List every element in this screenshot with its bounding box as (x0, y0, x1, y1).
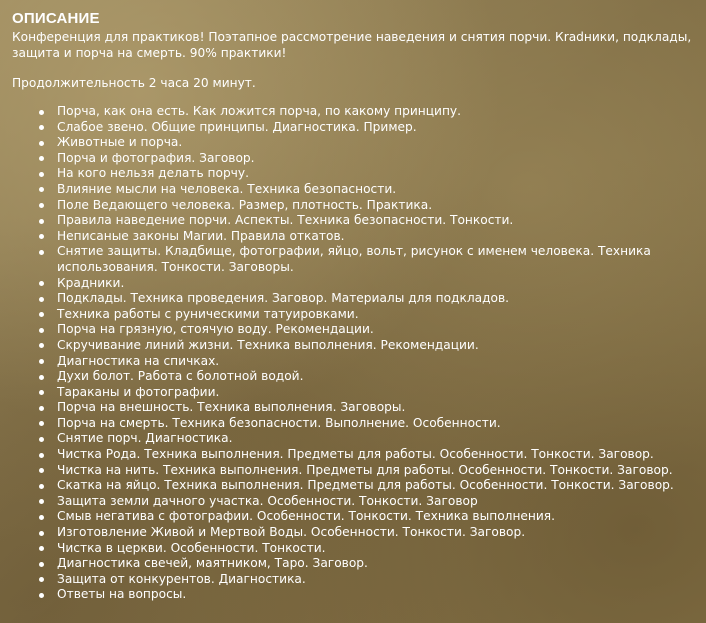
topic-text: Снятие порч. Диагностика. (57, 431, 233, 446)
topic-item (37, 151, 697, 167)
bullet-icon (39, 328, 44, 333)
topic-item (37, 276, 697, 292)
intro-text: Конференция для практиков! Поэтапное рассмотрение наведения и снятия порчи. Кradники, подклады, защита и порча на смерть. 90% практики! (12, 30, 692, 60)
bullet-icon (39, 593, 44, 598)
bullet-icon (39, 484, 44, 489)
bullet-icon (39, 390, 44, 395)
topic-item (37, 291, 697, 307)
topic-item (37, 104, 697, 120)
topic-text: Подклады. Техника проведения. Заговор. Материалы для подкладов. (57, 291, 510, 306)
topic-text: Духи болот. Работа с болотной водой. (57, 369, 304, 384)
topic-text: Правила наведение порчи. Аспекты. Техника безопасности. Тонкости. (57, 213, 514, 228)
topic-text: Снятие защиты. Кладбище, фотографии, яйцо, вольт, рисунок с именем человека. Техника использования. Тонкости. Заговоры. (57, 244, 651, 274)
topic-text: Слабое звено. Общие принципы. Диагностика. Пример. (57, 119, 417, 134)
topics-list (12, 104, 694, 603)
topic-text: Поле Ведающего человека. Размер, плотность. Практика. (57, 197, 433, 212)
bullet-icon (39, 375, 44, 380)
topic-item (37, 338, 697, 354)
topic-item (37, 556, 697, 572)
topic-item (37, 229, 697, 245)
bullet-icon (39, 219, 44, 224)
topic-text: Влияние мысли на человека. Техника безопасности. (57, 181, 397, 196)
bullet-icon (39, 187, 44, 192)
bullet-icon (39, 546, 44, 551)
topic-text: Скатка на яйцо. Техника выполнения. Предметы для работы. Особенности. Тонкости. Заговор. (57, 478, 674, 493)
topic-text: Порча и фотография. Заговор. (57, 150, 255, 165)
bullet-icon (39, 577, 44, 582)
duration-text: Продолжительность 2 часа 20 минут. (12, 76, 256, 90)
topic-item (37, 400, 697, 416)
bullet-icon (39, 281, 44, 286)
topic-text: Чистка Рода. Техника выполнения. Предметы для работы. Особенности. Тонкости. Заговор. (57, 447, 654, 462)
topic-item (37, 525, 697, 541)
bullet-icon (39, 172, 44, 177)
topic-item (37, 120, 697, 136)
topic-item (37, 369, 697, 385)
bullet-icon (39, 156, 44, 161)
topic-item (37, 166, 697, 182)
topic-text: Порча на внешность. Техника выполнения. Заговоры. (57, 400, 406, 415)
topic-text: Порча на грязную, стоячую воду. Рекомендации. (57, 322, 374, 337)
topic-text: Скручивание линий жизни. Техника выполнения. Рекомендации. (57, 337, 479, 352)
bullet-icon (39, 468, 44, 473)
topic-item (37, 431, 697, 447)
bullet-icon (39, 406, 44, 411)
bullet-icon (39, 250, 44, 255)
topic-text: Чистка в церкви. Особенности. Тонкости. (57, 540, 326, 555)
section-heading: ОПИСАНИЕ (12, 10, 100, 27)
topic-text: Диагностика свечей, маятником, Таро. Заговор. (57, 556, 368, 571)
topic-item (37, 354, 697, 370)
bullet-icon (39, 141, 44, 146)
bullet-icon (39, 453, 44, 458)
topic-text: Ответы на вопросы. (57, 587, 187, 602)
topic-item (37, 307, 697, 323)
topic-text: Диагностика на спичках. (57, 353, 220, 368)
topic-item (37, 463, 697, 479)
topic-item (37, 385, 697, 401)
bullet-icon (39, 343, 44, 348)
topic-text: На кого нельзя делать порчу. (57, 166, 249, 181)
bullet-icon (39, 499, 44, 504)
topic-text: Неписаные законы Магии. Правила откатов. (57, 228, 345, 243)
topic-item (37, 572, 697, 588)
topic-text: Порча, как она есть. Как ложится порча, по какому принципу. (57, 104, 462, 118)
topic-text: Техника работы с руническими татуировками. (57, 306, 359, 321)
topic-item (37, 447, 697, 463)
topic-text: Защита от конкурентов. Диагностика. (57, 571, 306, 586)
topic-item (37, 478, 697, 494)
bullet-icon (39, 515, 44, 520)
bullet-icon (39, 562, 44, 567)
topic-item (37, 198, 697, 214)
topic-item (37, 244, 697, 275)
bullet-icon (39, 125, 44, 130)
topic-text: Чистка на нить. Техника выполнения. Предметы для работы. Особенности. Тонкости. Заговор. (57, 462, 673, 477)
bullet-icon (39, 203, 44, 208)
topic-item (37, 322, 697, 338)
bullet-icon (39, 531, 44, 536)
topic-item (37, 541, 697, 557)
topic-item (37, 182, 697, 198)
bullet-icon (39, 359, 44, 364)
topic-item (37, 416, 697, 432)
topic-text: Тараканы и фотографии. (57, 384, 220, 399)
topic-text: Животные и порча. (57, 135, 183, 150)
topic-text: Изготовление Живой и Мертвой Воды. Особенности. Тонкости. Заговор. (57, 525, 526, 540)
bullet-icon (39, 234, 44, 239)
topic-text: Защита земли дачного участка. Особенности. Тонкости. Заговор (57, 493, 478, 508)
bullet-icon (39, 312, 44, 317)
topic-item (37, 509, 697, 525)
bullet-icon (39, 297, 44, 302)
topic-item (37, 494, 697, 510)
topic-item (37, 135, 697, 151)
topic-text: Смыв негатива с фотографии. Особенности. Тонкости. Техника выполнения. (57, 509, 556, 524)
bullet-icon (39, 437, 44, 442)
topic-text: Крадники. (57, 275, 125, 290)
topic-item (37, 213, 697, 229)
bullet-icon (39, 110, 44, 115)
topic-text: Порча на смерть. Техника безопасности. Выполнение. Особенности. (57, 415, 501, 430)
topic-item (37, 587, 697, 603)
bullet-icon (39, 421, 44, 426)
